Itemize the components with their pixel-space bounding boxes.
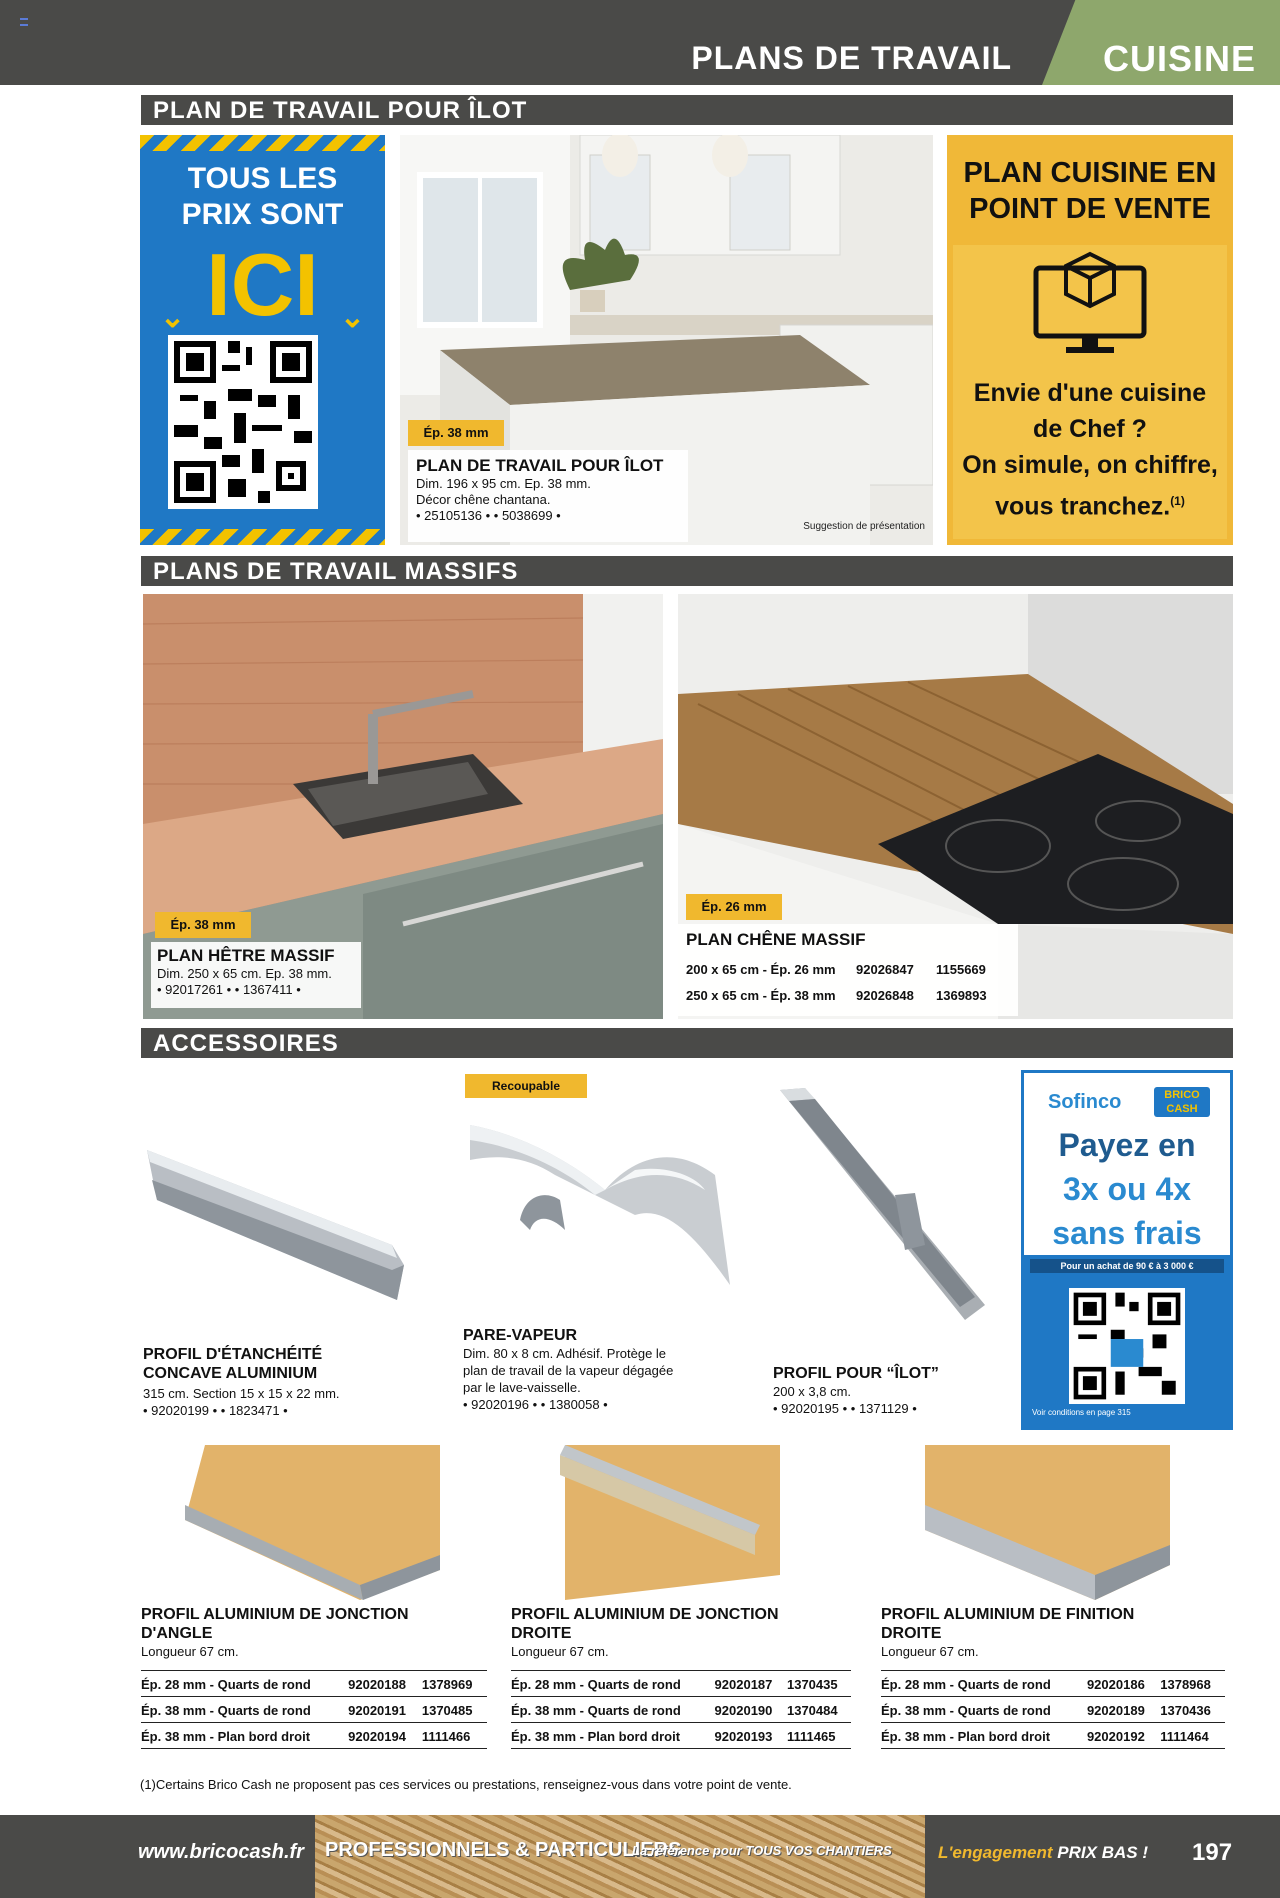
table-row: Ép. 38 mm - Plan bord droit 92020192 1111464 — [881, 1723, 1225, 1749]
chevron-down-icon: ⌄ — [160, 301, 186, 334]
product-name: PARE-VAPEUR — [463, 1327, 578, 1344]
footer-bar — [0, 1815, 1280, 1898]
qr-code-icon[interactable] — [168, 335, 318, 509]
product-name: CONCAVE ALUMINIUM — [143, 1365, 318, 1382]
product-refs: • 92020196 • • 1380058 • — [463, 1397, 608, 1412]
ilot-profile-image — [775, 1085, 990, 1325]
product-dim: Dim. 196 x 95 cm. Ep. 38 mm. — [416, 476, 591, 491]
product-name: DROITE — [511, 1625, 572, 1642]
product-desc: Longueur 67 cm. — [141, 1644, 239, 1659]
photo-caption: Suggestion de présentation — [803, 521, 925, 532]
oak-worktop-photo — [678, 594, 1233, 1019]
product-concave — [143, 1345, 403, 1419]
table-row: Ép. 28 mm - Quarts de rond 92020186 1378968 — [881, 1671, 1225, 1697]
table-row: Ép. 28 mm - Quarts de rond 92020187 1370435 — [511, 1671, 851, 1697]
product-dim: Dim. 250 x 65 cm. Ep. 38 mm. — [157, 966, 332, 981]
table-row: 250 x 65 cm - Ép. 38 mm 92026848 1369893 — [686, 987, 987, 1003]
table-row: Ép. 38 mm - Quarts de rond 92020189 1370436 — [881, 1697, 1225, 1723]
qr-code-icon[interactable] — [1069, 1288, 1185, 1404]
product-profil-finition — [881, 1605, 1236, 1749]
page-number: 197 — [1192, 1839, 1233, 1866]
product-name: PROFIL ALUMINIUM DE JONCTION — [141, 1606, 409, 1623]
category-title: CUISINE — [1102, 38, 1256, 79]
corner-joint-profile-image — [185, 1445, 445, 1600]
product-name: PROFIL ALUMINIUM DE JONCTION — [511, 1606, 779, 1623]
kitchen-island-photo — [400, 135, 933, 545]
product-refs: • 92017261 • • 1367411 • — [157, 982, 301, 997]
hazard-stripe-bottom — [140, 529, 385, 545]
section-heading-accessoires: ACCESSOIRES — [141, 1028, 1233, 1058]
sofinco-offer: Payez en 3x ou 4x sans frais — [1052, 1127, 1202, 1251]
table-row: 200 x 65 cm - Ép. 26 mm 92026847 1155669 — [686, 961, 986, 977]
plan-cuisine-title: PLAN CUISINE EN POINT DE VENTE — [963, 157, 1217, 225]
footer-reference: La référence pour TOUS VOS CHANTIERS — [632, 1843, 892, 1858]
table-row: Ép. 38 mm - Plan bord droit 92020194 1111466 — [141, 1723, 487, 1749]
product-ilot-profile — [773, 1364, 1013, 1417]
product-label-chene — [678, 924, 1018, 1016]
product-name: PROFIL ALUMINIUM DE FINITION — [881, 1606, 1135, 1623]
chene-ref-table — [686, 956, 991, 1008]
section-heading-massifs: PLANS DE TRAVAIL MASSIFS — [141, 556, 1233, 586]
product-profil-droite — [511, 1605, 866, 1749]
thickness-badge: Ép. 38 mm — [408, 420, 504, 446]
top-bar — [0, 0, 1280, 85]
sofinco-footnote: Voir conditions en page 315 — [1032, 1408, 1131, 1417]
product-refs: • 92020199 • • 1823471 • — [143, 1403, 288, 1418]
product-name: PROFIL D'ÉTANCHÉITÉ — [143, 1346, 323, 1363]
chevron-down-icon: ⌄ — [339, 301, 365, 334]
beech-worktop-photo — [143, 594, 663, 1019]
plan-cuisine-box — [947, 135, 1233, 545]
ref-table — [141, 1670, 487, 1749]
vapour-barrier-image — [465, 1115, 735, 1295]
menu-icon[interactable] — [20, 18, 28, 26]
sofinco-conditions: Pour un achat de 90 € à 3 000 € — [1030, 1259, 1224, 1273]
plan-cuisine-text: Envie d'une cuisine de Chef ? On simule, on chiffre, vous tranchez.$^{(1)}$ — [962, 379, 1218, 521]
product-refs: • 92020195 • • 1371129 • — [773, 1401, 917, 1416]
product-refs: • 25105136 • • 5038699 • — [416, 508, 561, 523]
brico-cash-logo: BRICO CASH — [1154, 1087, 1210, 1117]
product-name: PLAN CHÊNE MASSIF — [686, 930, 866, 949]
product-desc: 200 x 3,8 cm. — [773, 1384, 852, 1399]
straight-joint-profile-image — [555, 1445, 780, 1600]
section-heading-ilot: PLAN DE TRAVAIL POUR ÎLOT — [141, 95, 1233, 125]
product-name: D'ANGLE — [141, 1625, 213, 1642]
footnote: (1)Certains Brico Cash ne proposent pas ces services ou prestations, renseignez-vous dans votre point de vente. — [140, 1777, 792, 1792]
finishing-profile-image — [925, 1445, 1170, 1600]
qr-price-panel — [140, 135, 385, 545]
product-name: PROFIL POUR “ÎLOT” — [773, 1365, 939, 1382]
ref-table — [881, 1670, 1225, 1749]
thickness-badge: Ép. 26 mm — [686, 894, 782, 920]
product-desc: par le lave-vaisselle. — [463, 1380, 581, 1395]
product-profil-angle — [141, 1605, 496, 1749]
qr-panel-heading: TOUS LES PRIX SONT — [181, 162, 344, 231]
computer-cube-icon — [1032, 250, 1148, 360]
section-title: PLANS DE TRAVAIL — [691, 40, 1012, 76]
concave-profile-image — [142, 1140, 407, 1310]
table-row: Ép. 28 mm - Quarts de rond 92020188 1378969 — [141, 1671, 487, 1697]
hazard-stripe-top — [140, 135, 385, 151]
footer-tagline: PROFESSIONNELS & PARTICULIERS — [325, 1839, 682, 1861]
product-name: PLAN DE TRAVAIL POUR ÎLOT — [416, 456, 664, 475]
ref-table — [511, 1670, 851, 1749]
thickness-badge: Ép. 38 mm — [155, 912, 251, 938]
product-decor: Décor chêne chantana. — [416, 492, 551, 507]
table-row: Ép. 38 mm - Plan bord droit 92020193 1111465 — [511, 1723, 851, 1749]
sofinco-logo: Sofinco — [1048, 1091, 1122, 1113]
product-label-ilot — [408, 450, 688, 542]
product-name: DROITE — [881, 1625, 942, 1642]
table-row: Ép. 38 mm - Quarts de rond 92020190 1370484 — [511, 1697, 851, 1723]
product-label-hetre — [151, 942, 361, 1008]
sofinco-promo[interactable] — [1021, 1070, 1233, 1430]
website-link[interactable]: www.bricocash.fr — [138, 1841, 304, 1863]
recoupable-badge: Recoupable — [465, 1074, 587, 1098]
product-desc: Dim. 80 x 8 cm. Adhésif. Protège le — [463, 1346, 667, 1361]
table-row: Ép. 38 mm - Quarts de rond 92020191 1370485 — [141, 1697, 487, 1723]
product-desc: Longueur 67 cm. — [511, 1644, 609, 1659]
product-desc: plan de travail de la vapeur dégagée — [463, 1363, 674, 1378]
qr-panel-big-text: ICI — [206, 235, 319, 334]
product-name: PLAN HÊTRE MASSIF — [157, 946, 335, 965]
product-desc: 315 cm. Section 15 x 15 x 22 mm. — [143, 1386, 340, 1401]
footer-engagement: L'engagement PRIX BAS ! — [938, 1843, 1148, 1862]
product-desc: Longueur 67 cm. — [881, 1644, 979, 1659]
product-pare-vapeur — [463, 1326, 733, 1413]
